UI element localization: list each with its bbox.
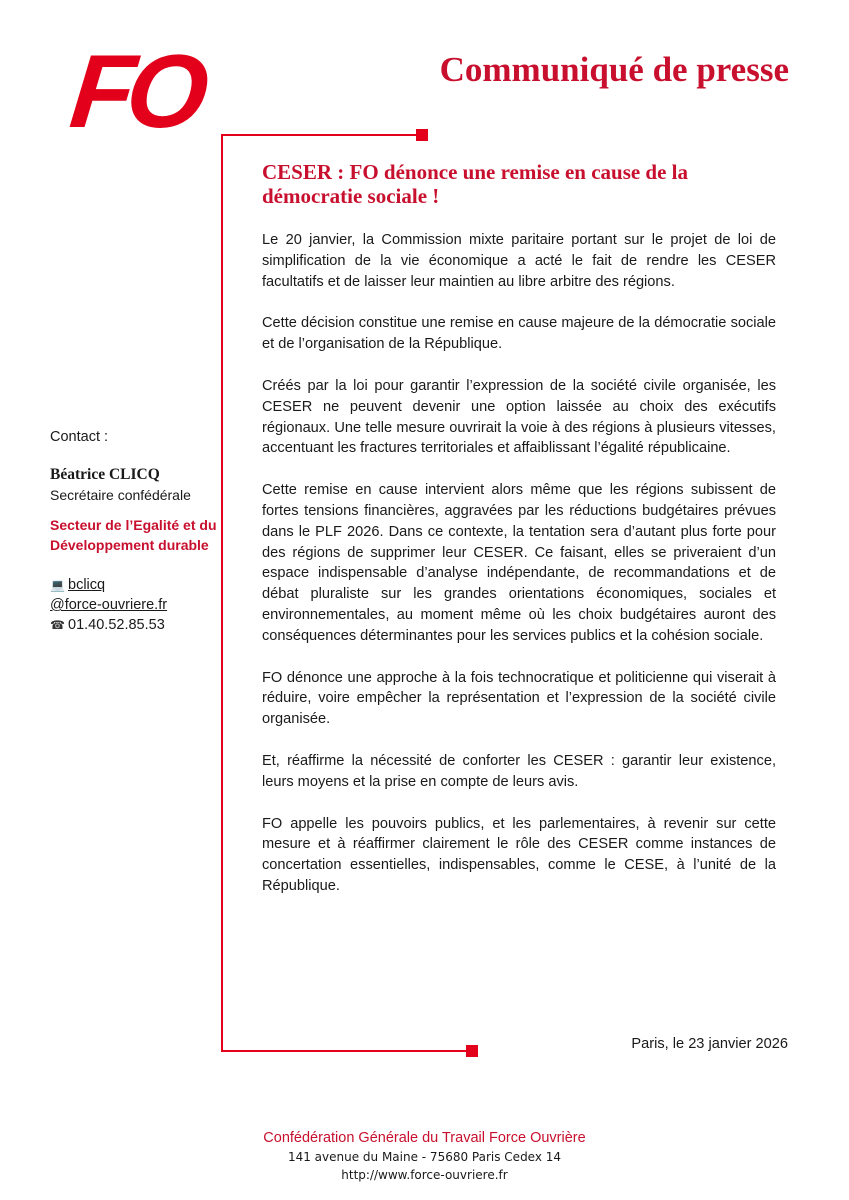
paragraph-6: Et, réaffirme la nécessité de conforter les CESER : garantir leur existence, leurs moyens et la prise en compte de leurs avis. [262,752,776,790]
email-link-domain[interactable]: @force-ouvriere.fr [50,597,168,613]
paragraph-3: Créés par la loi pour garantir l’expression de la société civile organisée, les CESER ne peuvent devenir une option laissée au choix des exécutifs régionaux. Une telle mesure ouvrirait la voie à des régions à plusieurs vitesses, accentuant les fractures territoriales et affaiblissant l’égalité républicaine. [262,377,776,457]
email-link-user[interactable]: bclicq [68,577,106,593]
email-domain-row [50,595,220,615]
paragraph-2: Cette décision constitue une remise en cause majeure de la démocratie sociale et de l’organisation de la République. [262,315,776,353]
contact-name: Béatrice CLICQ [50,466,160,483]
contact-sector: Secteur de l’Egalité et du Développement durable [50,517,217,553]
footer [0,1128,849,1184]
contact-role: Secrétaire confédérale [50,487,191,503]
paragraph-4: Cette remise en cause intervient alors même que les régions subissent de fortes tensions financières, aggravées par les réductions budgétaires prévues dans le PLF 2026. Dans ce contexte, la tentation sera d’autant plus forte pour des régions de supprimer leur CESER. Ce faisant, elles se priveraient d’un espace indispensable d’analyse indépendante, de recommandations et de débat pluraliste sur les grandes orientations économiques, sociales et environnementales, au moment même où les choix budgétaires auront des conséquences déterminantes pour les services publics et la cohésion sociale. [262,482,776,644]
page-title: Communiqué de presse [439,50,789,89]
headline: CESER : FO dénonce une remise en cause de la démocratie sociale ! [262,160,689,208]
press-release-body [262,230,776,918]
frame-line-top [221,134,417,136]
phone-row [50,615,220,635]
paragraph-5: FO dénonce une approche à la fois technocratique et politicienne qui viserait à réduire, voire empêcher la représentation et l’expression de la société civile organisée. [262,669,776,728]
telephone-icon: ☎ [50,618,65,632]
frame-line-vertical [221,134,223,1052]
paragraph-1: Le 20 janvier, la Commission mixte paritaire portant sur le projet de loi de simplification de la vie économique a acté le fait de rendre les CESER facultatifs et de laisser leur maintien au libre arbitre des régions. [262,232,776,290]
paragraph-7: FO appelle les pouvoirs publics, et les parlementaires, à revenir sur cette mesure et à réaffirmer clairement le rôle des CESER comme instances de concertation essentielles, indispensables, comme le CESE, à l’unité de la République. [262,815,776,894]
computer-icon: 💻 [50,578,65,592]
footer-url[interactable]: http://www.force-ouvriere.fr [341,1168,508,1182]
frame-square-bottom [466,1045,478,1057]
footer-address: 141 avenue du Maine - 75680 Paris Cedex 14 [287,1150,562,1164]
frame-line-bottom [221,1050,471,1052]
contact-block [50,427,220,635]
date-signoff: Paris, le 23 janvier 2026 [631,1036,788,1052]
footer-org: Confédération Générale du Travail Force Ouvrière [263,1130,586,1146]
email-row [50,575,220,595]
contact-phone: 01.40.52.85.53 [68,617,165,633]
frame-square-top [416,129,428,141]
contact-label: Contact : [50,429,109,445]
fo-logo: FO [65,34,206,150]
